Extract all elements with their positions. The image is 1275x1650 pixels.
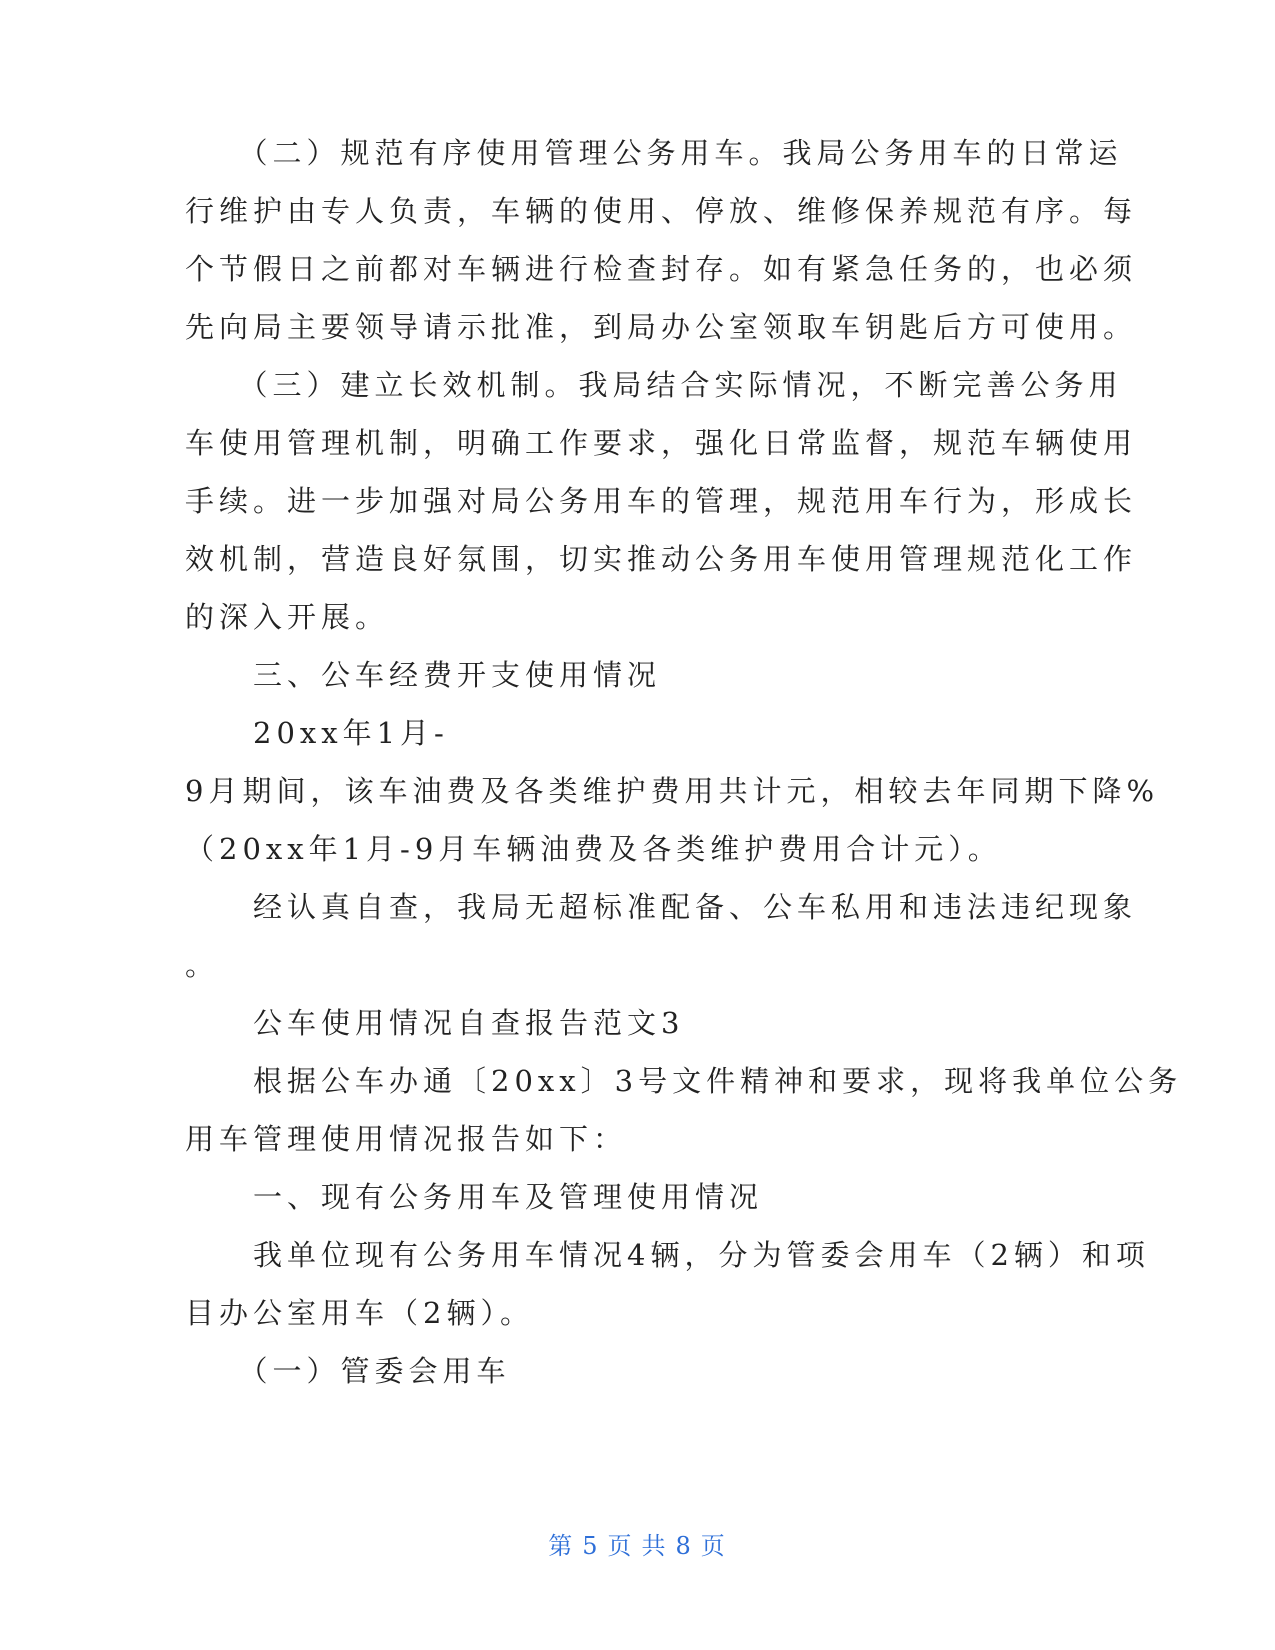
text-line: （二）规范有序使用管理公务用车。我局公务用车的日常运	[185, 136, 1123, 170]
text-line: 用车管理使用情况报告如下：	[185, 1122, 628, 1156]
text-line: 手续。进一步加强对局公务用车的管理，规范用车行为，形成长	[185, 484, 1138, 518]
footer-suffix: 页	[700, 1532, 727, 1560]
text-line: 。	[185, 948, 220, 982]
text-line: 个节假日之前都对车辆进行检查封存。如有紧急任务的，也必须	[185, 252, 1138, 286]
text-line: 行维护由专人负责，车辆的使用、停放、维修保养规范有序。每	[185, 194, 1138, 228]
footer-prefix: 第	[548, 1532, 575, 1560]
text-line: 20xx年1月-	[185, 716, 449, 750]
text-line: 目办公室用车（2辆）。	[185, 1296, 534, 1330]
text-line: （三）建立长效机制。我局结合实际情况，不断完善公务用	[185, 368, 1123, 402]
section-heading: 一、现有公务用车及管理使用情况	[185, 1180, 764, 1214]
total-pages-number: 8	[675, 1532, 693, 1560]
text-line: 根据公车办通〔20xx〕3号文件精神和要求，现将我单位公务	[185, 1064, 1183, 1098]
current-page-number: 5	[582, 1532, 600, 1560]
text-line: 9月期间，该车油费及各类维护费用共计元，相较去年同期下降%	[185, 774, 1160, 808]
section-heading: 公车使用情况自查报告范文3	[185, 1006, 685, 1040]
footer-total-label: 共	[641, 1532, 668, 1560]
text-line: 我单位现有公务用车情况4辆，分为管委会用车（2辆）和项	[185, 1238, 1150, 1272]
text-line: 效机制，营造良好氛围，切实推动公务用车使用管理规范化工作	[185, 542, 1138, 576]
footer-page-label: 页	[607, 1532, 634, 1560]
section-heading: 三、公车经费开支使用情况	[185, 658, 662, 692]
page-footer	[0, 1526, 1275, 1561]
text-line: 先向局主要领导请示批准，到局办公室领取车钥匙后方可使用。	[185, 310, 1138, 344]
text-line: 经认真自查，我局无超标准配备、公车私用和违法违纪现象	[185, 890, 1138, 924]
text-line: 车使用管理机制，明确工作要求，强化日常监督，规范车辆使用	[185, 426, 1138, 460]
text-line: 的深入开展。	[185, 600, 390, 634]
section-heading: （一）管委会用车	[185, 1354, 511, 1388]
text-line: （20xx年1月-9月车辆油费及各类维护费用合计元）。	[185, 832, 1002, 866]
